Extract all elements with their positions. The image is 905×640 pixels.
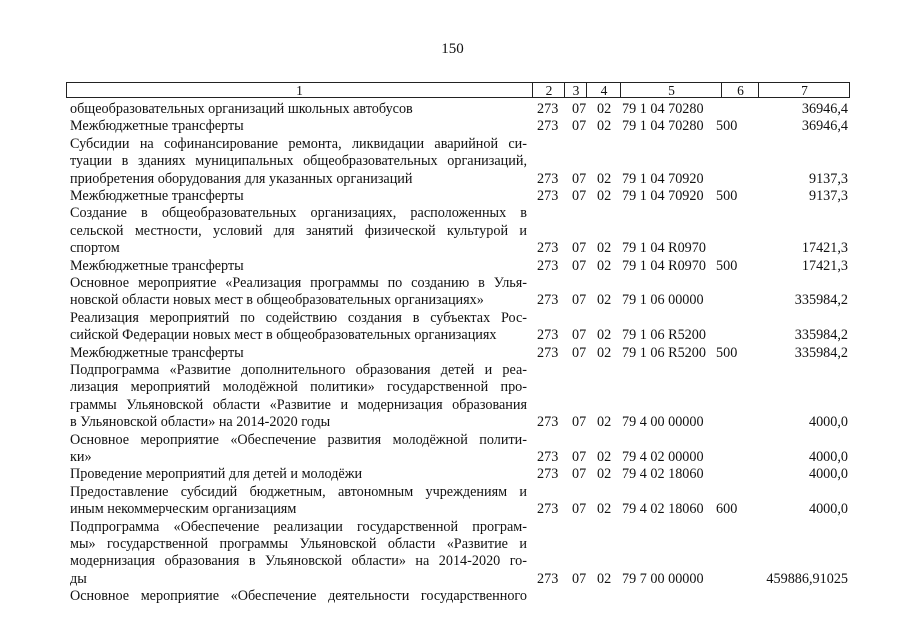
table-row bbox=[0, 379, 905, 396]
header-col-vr: 6 bbox=[721, 83, 759, 97]
header-col-sum: 7 bbox=[758, 83, 850, 97]
row-sum: 17421,3 bbox=[801, 257, 848, 274]
row-gr-code: 273 bbox=[537, 449, 559, 465]
row-pr-code: 02 bbox=[597, 501, 612, 518]
table-row bbox=[0, 258, 905, 275]
row-name: Основное мероприятие «Обеспечение развития молодёжной полити- bbox=[70, 431, 527, 448]
table-row bbox=[0, 571, 905, 588]
row-pr-code: 02 bbox=[597, 344, 612, 361]
row-rz-code: 07 bbox=[572, 501, 587, 518]
row-vr-code: 500 bbox=[716, 118, 738, 135]
row-pr-code: 02 bbox=[597, 170, 612, 187]
row-pr-code: 02 bbox=[597, 118, 612, 135]
row-rz-code: 07 bbox=[572, 466, 587, 483]
row-rz-code: 07 bbox=[572, 101, 587, 117]
row-vr-code: 600 bbox=[716, 501, 738, 518]
table-row bbox=[0, 118, 905, 135]
row-cs-code: 79 1 06 00000 bbox=[622, 292, 704, 309]
row-pr-code: 02 bbox=[597, 292, 612, 309]
row-name: Предоставление субсидий бюджетным, автономным учреждениям и bbox=[70, 483, 527, 500]
row-gr-code: 273 bbox=[537, 466, 559, 483]
header-col-pr: 4 bbox=[586, 83, 621, 97]
row-name: сийской Федерации новых мест в общеобразовательных организациях bbox=[70, 327, 497, 344]
table-row bbox=[0, 466, 905, 483]
row-rz-code: 07 bbox=[572, 449, 587, 465]
table-row bbox=[0, 414, 905, 431]
row-pr-code: 02 bbox=[597, 240, 612, 257]
row-name: граммы Ульяновской области «Развитие и модернизация образования bbox=[70, 396, 527, 413]
row-gr-code: 273 bbox=[537, 414, 559, 431]
table-row bbox=[0, 449, 905, 466]
row-name: Подпрограмма «Обеспечение реализации государственной програм- bbox=[70, 518, 527, 535]
row-cs-code: 79 4 02 18060 bbox=[622, 501, 704, 518]
row-gr-code: 273 bbox=[537, 570, 559, 587]
row-name: Создание в общеобразовательных организациях, расположенных в bbox=[70, 205, 527, 222]
table-row bbox=[0, 345, 905, 362]
header-col-cs: 5 bbox=[620, 83, 722, 97]
row-sum: 4000,0 bbox=[808, 414, 848, 431]
page-number: 150 bbox=[441, 41, 464, 57]
row-name: лизация мероприятий молодёжной политики» государственной про- bbox=[70, 379, 527, 396]
table-row bbox=[0, 205, 905, 222]
row-sum: 459886,91025 bbox=[766, 570, 848, 587]
row-sum: 335984,2 bbox=[794, 292, 848, 309]
row-sum: 4000,0 bbox=[808, 466, 848, 483]
table-row bbox=[0, 484, 905, 501]
row-cs-code: 79 4 02 00000 bbox=[622, 449, 704, 465]
table-row bbox=[0, 171, 905, 188]
row-cs-code: 79 1 04 70280 bbox=[622, 118, 704, 135]
row-name: Субсидии на софинансирование ремонта, ликвидации аварийной си- bbox=[70, 135, 527, 152]
table-row bbox=[0, 432, 905, 449]
row-cs-code: 79 1 04 70920 bbox=[622, 188, 704, 204]
row-pr-code: 02 bbox=[597, 449, 612, 465]
row-gr-code: 273 bbox=[537, 257, 559, 274]
table-row bbox=[0, 397, 905, 414]
row-pr-code: 02 bbox=[597, 414, 612, 431]
table-row bbox=[0, 536, 905, 553]
row-rz-code: 07 bbox=[572, 170, 587, 187]
table-row bbox=[0, 240, 905, 257]
row-name: модернизация образования в Ульяновской области» на 2014-2020 го- bbox=[70, 553, 527, 570]
table-row bbox=[0, 101, 905, 118]
row-rz-code: 07 bbox=[572, 240, 587, 257]
row-rz-code: 07 bbox=[572, 414, 587, 431]
row-cs-code: 79 1 04 70920 bbox=[622, 170, 704, 187]
row-name: иным некоммерческим организациям bbox=[70, 501, 297, 518]
row-cs-code: 79 4 02 18060 bbox=[622, 466, 704, 483]
row-name: мы» государственной программы Ульяновской области «Развитие и bbox=[70, 536, 527, 552]
row-cs-code: 79 1 04 70280 bbox=[622, 101, 704, 117]
row-name: Межбюджетные трансферты bbox=[70, 344, 244, 361]
table-header bbox=[66, 82, 850, 98]
row-cs-code: 79 1 06 R5200 bbox=[622, 344, 706, 361]
row-rz-code: 07 bbox=[572, 118, 587, 135]
table-row bbox=[0, 275, 905, 292]
row-pr-code: 02 bbox=[597, 101, 612, 117]
row-pr-code: 02 bbox=[597, 570, 612, 587]
row-name: сельской местности, условий для занятий физической культурой и bbox=[70, 222, 527, 239]
row-name: общеобразовательных организаций школьных автобусов bbox=[70, 101, 413, 117]
row-cs-code: 79 1 04 R0970 bbox=[622, 257, 706, 274]
row-name: Подпрограмма «Развитие дополнительного образования детей и реа- bbox=[70, 362, 527, 378]
table-row bbox=[0, 223, 905, 240]
table-row bbox=[0, 327, 905, 344]
row-name: новской области новых мест в общеобразовательных организациях» bbox=[70, 292, 484, 309]
table-row bbox=[0, 501, 905, 518]
row-vr-code: 500 bbox=[716, 344, 738, 361]
row-cs-code: 79 1 06 R5200 bbox=[622, 327, 706, 344]
row-pr-code: 02 bbox=[597, 188, 612, 204]
row-sum: 335984,2 bbox=[794, 327, 848, 344]
table-row bbox=[0, 553, 905, 570]
row-cs-code: 79 1 04 R0970 bbox=[622, 240, 706, 257]
row-sum: 36946,4 bbox=[801, 118, 848, 135]
row-gr-code: 273 bbox=[537, 188, 559, 204]
row-name: Межбюджетные трансферты bbox=[70, 257, 244, 274]
row-vr-code: 500 bbox=[716, 188, 738, 204]
row-name: ды bbox=[70, 570, 87, 587]
row-gr-code: 273 bbox=[537, 118, 559, 135]
row-rz-code: 07 bbox=[572, 570, 587, 587]
table-row bbox=[0, 519, 905, 536]
table-row bbox=[0, 310, 905, 327]
row-name: ки» bbox=[70, 449, 92, 465]
row-sum: 4000,0 bbox=[808, 449, 848, 465]
table-row bbox=[0, 588, 905, 605]
header-col-name: 1 bbox=[296, 83, 303, 98]
row-rz-code: 07 bbox=[572, 327, 587, 344]
row-gr-code: 273 bbox=[537, 344, 559, 361]
table-row bbox=[0, 188, 905, 205]
header-col-rz: 3 bbox=[564, 83, 587, 97]
table-row bbox=[0, 153, 905, 170]
row-sum: 9137,3 bbox=[808, 188, 848, 204]
header-col-gr: 2 bbox=[532, 83, 565, 97]
row-name: Реализация мероприятий по содействию создания в субъектах Рос- bbox=[70, 309, 527, 326]
row-name: Основное мероприятие «Реализация программы по созданию в Улья- bbox=[70, 275, 527, 291]
row-pr-code: 02 bbox=[597, 466, 612, 483]
row-gr-code: 273 bbox=[537, 292, 559, 309]
row-cs-code: 79 4 00 00000 bbox=[622, 414, 704, 431]
row-gr-code: 273 bbox=[537, 240, 559, 257]
row-name: Межбюджетные трансферты bbox=[70, 188, 244, 204]
row-gr-code: 273 bbox=[537, 501, 559, 518]
row-name: Основное мероприятие «Обеспечение деятельности государственного bbox=[70, 588, 527, 605]
row-gr-code: 273 bbox=[537, 327, 559, 344]
row-sum: 9137,3 bbox=[808, 170, 848, 187]
row-name: Межбюджетные трансферты bbox=[70, 118, 244, 135]
row-sum: 17421,3 bbox=[801, 240, 848, 257]
row-rz-code: 07 bbox=[572, 344, 587, 361]
row-name: приобретения оборудования для указанных организаций bbox=[70, 170, 413, 187]
row-name: Проведение мероприятий для детей и молодёжи bbox=[70, 466, 363, 483]
row-sum: 36946,4 bbox=[801, 101, 848, 117]
table-row bbox=[0, 362, 905, 379]
row-name: туации в зданиях муниципальных общеобразовательных организаций, bbox=[70, 153, 527, 170]
row-gr-code: 273 bbox=[537, 170, 559, 187]
row-sum: 335984,2 bbox=[794, 344, 848, 361]
row-gr-code: 273 bbox=[537, 101, 559, 117]
row-name: в Ульяновской области» на 2014-2020 годы bbox=[70, 414, 331, 431]
row-pr-code: 02 bbox=[597, 257, 612, 274]
row-rz-code: 07 bbox=[572, 292, 587, 309]
row-vr-code: 500 bbox=[716, 257, 738, 274]
row-cs-code: 79 7 00 00000 bbox=[622, 570, 704, 587]
row-name: спортом bbox=[70, 240, 120, 257]
table-row bbox=[0, 136, 905, 153]
row-rz-code: 07 bbox=[572, 188, 587, 204]
row-pr-code: 02 bbox=[597, 327, 612, 344]
table-row bbox=[0, 292, 905, 309]
row-sum: 4000,0 bbox=[808, 501, 848, 518]
row-rz-code: 07 bbox=[572, 257, 587, 274]
